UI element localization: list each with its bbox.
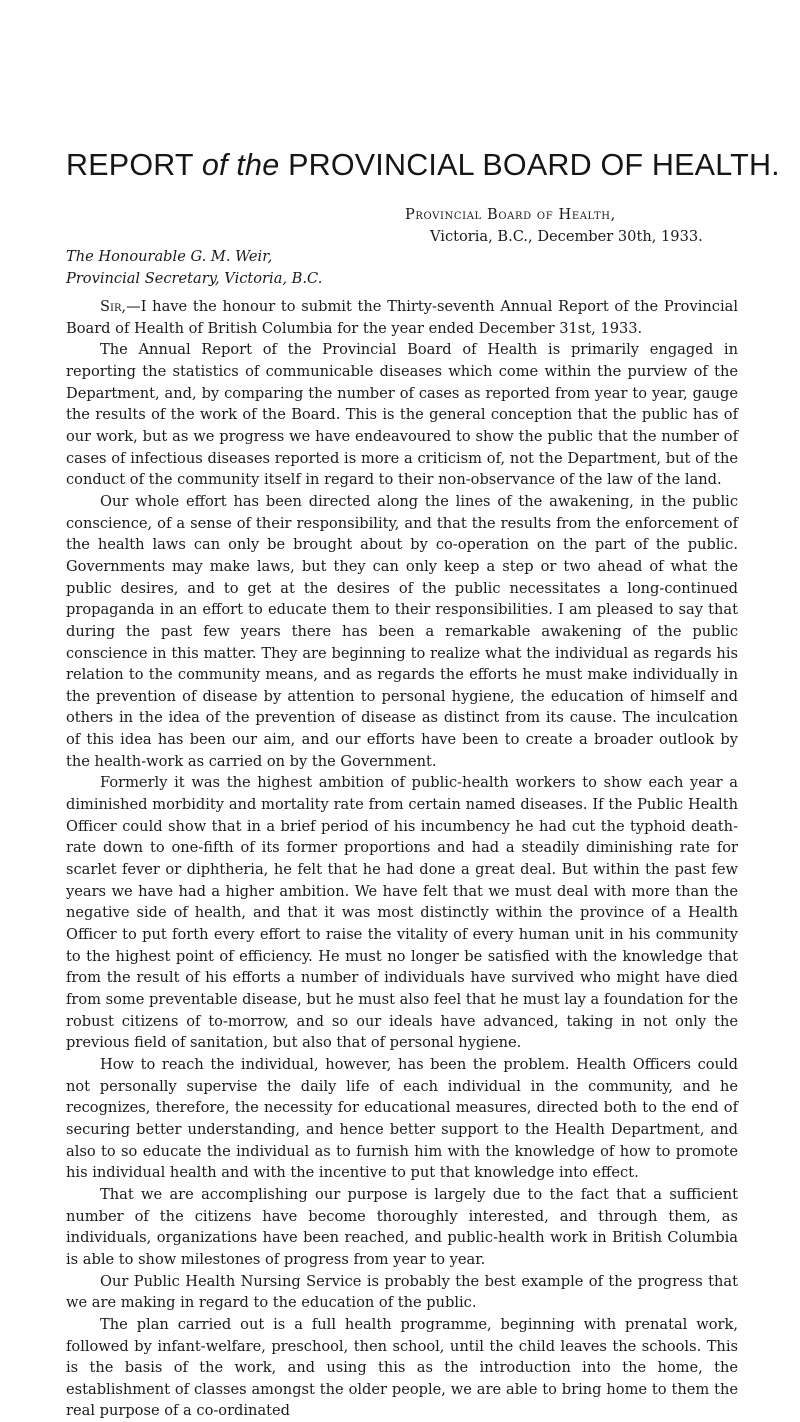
paragraph: Our whole effort has been directed along the lines of the awakening, in the public conscience, of a sense of their responsibility, and that the results from the enforcement of the health laws can only be brought about by co-operation on the part of the public. Governments may make laws, but they can only keep a step or two ahead of what the public desires, and to get at the desires of the public necessitates a long-continued propaganda in an effort to educate them to their responsibilities. I am pleased to say that during the past few years there has been a remarkable awakening of the public conscience in this matter. They are beginning to realize what the individual as regards his relation to the community means, and as regards the efforts he must make individually in the prevention of disease by attention to personal hygiene, the education of himself and others in the idea of the prevention of disease as distinct from its cause. The inculcation of this idea has been our aim, and our efforts have been to create a broader outlook by the health-work as carried on by the Government. [66, 492, 738, 770]
paragraph: The Annual Report of the Provincial Board of Health is primarily engaged in reporting the statistics of communicable diseases which come within the purview of the Department, and, by comparing the number of cases as reported from year to year, gauge the results of the work of the Board. This is the general conception that the public has of our work, but as we progress we have endeavoured to show the public that the number of cases of infectious diseases reported is more a criticism of, not the Department, but of the conduct of the community itself in regard to their non-observance of the law of the land. [66, 341, 738, 489]
title-part-2: of the [201, 148, 280, 182]
paragraph: Our Public Health Nursing Service is probably the best example of the progress that we are making in regard to the education of the public. [66, 1272, 738, 1312]
letterhead-line-2: Victoria, B.C., December 30th, 1933. [430, 228, 703, 245]
recipient-line-2: Provincial Secretary, Victoria, B.C. [66, 270, 323, 287]
recipient-line-1: The Honourable G. M. Weir, [66, 248, 273, 265]
paragraph: The plan carried out is a full health programme, beginning with prenatal work, followed by infant-welfare, preschool, then school, until the child leaves the schools. This is the basis of the work, and using this as the introduction into the home, the establishment of classes amongst the older people, we are able to bring home to them the real purpose of a co-ordinated [66, 1315, 738, 1420]
title-part-3: PROVINCIAL BOARD OF HEALTH. [279, 148, 780, 182]
paragraph: Formerly it was the highest ambition of public-health workers to show each year a diminished morbidity and mortality rate from certain named diseases. If the Public Health Officer could show that in a brief period of his incumbency he had cut the typhoid death-rate down to one-fifth of its former proportions and had a steadily diminishing rate for scarlet fever or diphtheria, he felt that he had done a great deal. But within the past few years we have had a higher ambition. We have felt that we must deal with more than the negative side of health, and that it was most distinctly within the province of a Health Officer to put forth every effort to raise the vitality of every human unit in his community to the highest point of efficiency. He must no longer be satisfied with the knowledge that from the result of his efforts a number of individuals have survived who might have died from some preventable disease, but he must also feel that he must lay a foundation for the robust citizens of to-morrow, and so our ideals have advanced, taking in not only the previous field of sanitation, but also that of personal hygiene. [66, 774, 738, 1052]
salutation: Sir, [100, 298, 127, 315]
title-part-1: REPORT [66, 148, 202, 182]
paragraph-text: —I have the honour to submit the Thirty-seventh Annual Report of the Provincial Board of Health of British Columbia for the year ended December 31st, 1933. [66, 298, 738, 337]
report-title [66, 148, 780, 183]
paragraph [66, 296, 738, 339]
paragraph: How to reach the individual, however, has been the problem. Health Officers could not personally supervise the daily life of each individual in the community, and he recognizes, therefore, the necessity for educational measures, directed both to the end of securing better understanding, and hence better support to the Health Department, and also to so educate the individual as to furnish him with the knowledge of how to promote his individual health and with the incentive to put that knowledge into effect. [66, 1055, 738, 1182]
paragraph: That we are accomplishing our purpose is largely due to the fact that a sufficient number of the citizens have become thoroughly interested, and through them, as individuals, organizations have been reached, and public-health work in British Columbia is able to show milestones of progress from year to year. [66, 1185, 738, 1268]
letter-body [66, 296, 738, 1422]
letterhead-line-1: Provincial Board of Health, [405, 206, 616, 223]
